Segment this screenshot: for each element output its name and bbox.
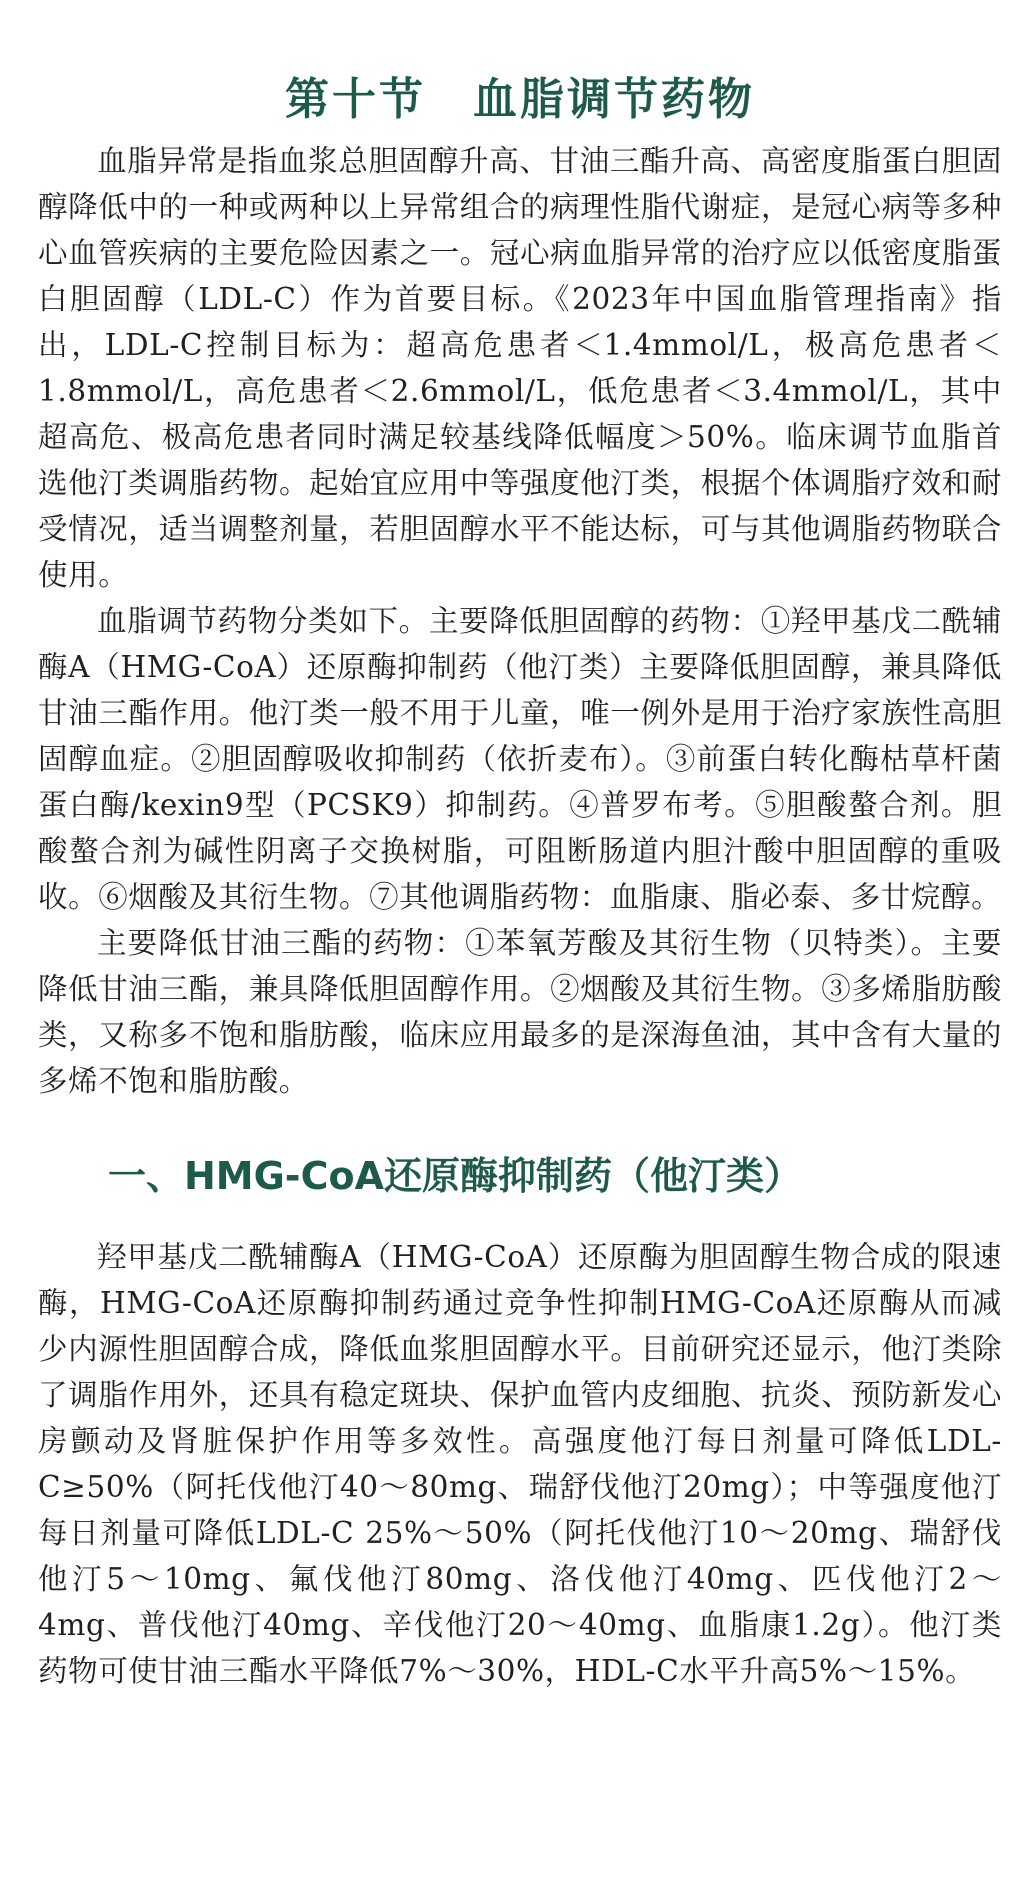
page-title: 第十节 血脂调节药物 [285,74,755,125]
intro-paragraph-1: 血脂异常是指血浆总胆固醇升高、甘油三酯升高、高密度脂蛋白胆固醇降低中的一种或两种以上异常组合的病理性脂代谢症，是冠心病等多种心血管疾病的主要危险因素之一。冠心病血脂异常的治疗应以低密度脂蛋白胆固醇（LDL-C）作为首要目标。《2023年中国血脂管理指南》指出，LDL-C控制目标为：超高危患者＜1.4mmol/L，极高危患者＜1.8mmol/L，高危患者＜2.6mmol/L，低危患者＜3.4mmol/L，其中超高危、极高危患者同时满足较基线降低幅度＞50%。临床调节血脂首选他汀类调脂药物。起始宜应用中等强度他汀类，根据个体调脂疗效和耐受情况，适当调整剂量，若胆固醇水平不能达标，可与其他调脂药物联合使用。 [38,144,1002,592]
intro-paragraph-2: 血脂调节药物分类如下。主要降低胆固醇的药物：①羟甲基戊二酰辅酶A（HMG-CoA）还原酶抑制药（他汀类）主要降低胆固醇，兼具降低甘油三酯作用。他汀类一般不用于儿童，唯一例外是用于治疗家族性高胆固醇血症。②胆固醇吸收抑制药（依折麦布）。③前蛋白转化酶枯草杆菌蛋白酶/kexin9型（PCSK9）抑制药。④普罗布考。⑤胆酸螯合剂。胆酸螯合剂为碱性阴离子交换树脂，可阻断肠道内胆汁酸中胆固醇的重吸收。⑥烟酸及其衍生物。⑦其他调脂药物：血脂康、脂必泰、多廿烷醇。 [38,604,1002,914]
intro-paragraph-3: 主要降低甘油三酯的药物：①苯氧芳酸及其衍生物（贝特类）。主要降低甘油三酯，兼具降低胆固醇作用。②烟酸及其衍生物。③多烯脂肪酸类，又称多不饱和脂肪酸，临床应用最多的是深海鱼油，其中含有大量的多烯不饱和脂肪酸。 [38,926,1002,1098]
section-paragraph: 羟甲基戊二酰辅酶A（HMG-CoA）还原酶为胆固醇生物合成的限速酶，HMG-CoA还原酶抑制药通过竞争性抑制HMG-CoA还原酶从而减少内源性胆固醇合成，降低血浆胆固醇水平。目前研究还显示，他汀类除了调脂作用外，还具有稳定斑块、保护血管内皮细胞、抗炎、预防新发心房颤动及肾脏保护作用等多效性。高强度他汀每日剂量可降低LDL-C≥50%（阿托伐他汀40～80mg、瑞舒伐他汀20mg）；中等强度他汀每日剂量可降低LDL-C 25%～50%（阿托伐他汀10～20mg、瑞舒伐他汀5～10mg、氟伐他汀80mg、洛伐他汀40mg、匹伐他汀2～4mg、普伐他汀40mg、辛伐他汀20～40mg、血脂康1.2g）。他汀类药物可使甘油三酯水平降低7%～30%，HDL-C水平升高5%～15%。 [38,1240,1002,1688]
section-heading: 一、HMG-CoA还原酶抑制药（他汀类） [108,1154,802,1198]
